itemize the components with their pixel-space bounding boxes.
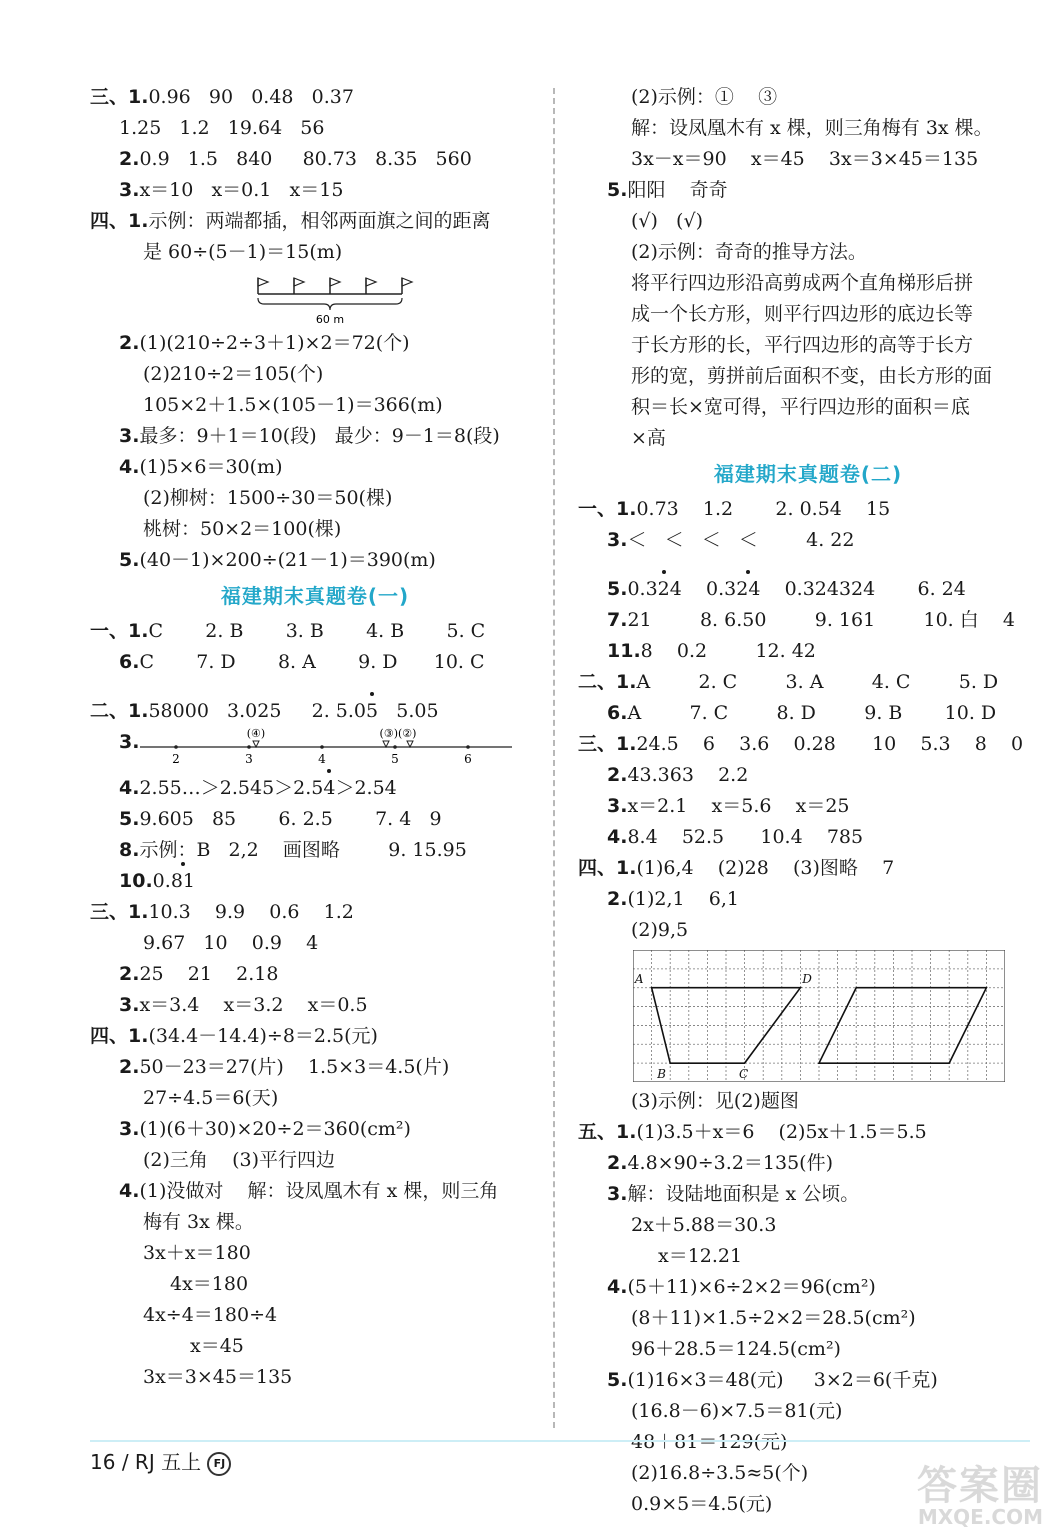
answer-line: [90, 990, 540, 1021]
repeating-digits: 81: [171, 866, 195, 897]
answer-text: 10.3 9.9 0.6 1.2: [148, 901, 354, 923]
answer-line: [578, 144, 1038, 175]
watermark-logo: 答案圈: [917, 1463, 1043, 1509]
question-number: 7.: [607, 609, 628, 631]
answer-text: 将平行四边形沿高剪成两个直角梯形后拼: [631, 272, 974, 294]
answer-text: 示例：B 2,2 画图略 9. 15.95: [139, 839, 467, 861]
question-number: 3.: [119, 1118, 140, 1140]
answer-line: [578, 525, 1038, 556]
answer-text: A 2. C 3. A 4. C 5. D: [636, 671, 999, 693]
answer-line: [578, 206, 1038, 237]
answer-line: [578, 392, 1038, 423]
answer-text: (2)三角 (3)平行四边: [143, 1149, 335, 1171]
answer-text: (40－1)×200÷(21－1)＝390(m): [139, 549, 436, 571]
answer-line: [90, 959, 540, 990]
question-number: 6.: [607, 702, 628, 724]
answer-line: [578, 361, 1038, 392]
answer-line: [578, 1148, 1038, 1179]
answer-text-tail: 4 0.3: [669, 578, 737, 600]
flag-diagram: [90, 268, 540, 328]
answer-text: (2)柳树：1500÷30＝50(棵): [143, 487, 393, 509]
answer-line: [578, 299, 1038, 330]
tick-mark: [466, 745, 470, 749]
answer-text: (8＋11)×1.5÷2×2＝28.5(cm²): [631, 1307, 916, 1329]
answer-text: 示例：两端都插，相邻两面旗之间的距离: [148, 210, 491, 232]
answer-line: [578, 822, 1038, 853]
answer-line: [90, 866, 540, 897]
answer-line: [578, 175, 1038, 206]
answer-text: A 7. C 8. D 9. B 10. D: [627, 702, 997, 724]
answer-line: [90, 897, 540, 928]
section-label: 四、: [90, 210, 129, 232]
answer-text-tail: ＞2.54: [335, 777, 397, 799]
question-number: 1.: [128, 210, 149, 232]
question-number: 3.: [607, 1183, 628, 1205]
distance-brace: [258, 298, 402, 310]
answer-text: (1)16×3＝48(元) 3×2＝6(千克): [627, 1369, 938, 1391]
answer-line: [578, 1210, 1038, 1241]
answer-line: [578, 1117, 1038, 1148]
repeating-digits: 5: [366, 696, 378, 727]
answer-text: (1)3.5＋x＝6 (2)5x＋1.5＝5.5: [636, 1121, 927, 1143]
question-number: 6.: [119, 651, 140, 673]
answer-text: 0.73 1.2 2. 0.54 15: [636, 498, 891, 520]
answer-line: [90, 237, 540, 268]
answer-text: 105×2＋1.5×(105－1)＝366(m): [143, 394, 443, 416]
point-label: (③)(②): [379, 727, 417, 740]
answer-text: 0.9 1.5 840 80.73 8.35 560: [139, 148, 472, 170]
left-column: [90, 82, 540, 1393]
answer-line: [578, 268, 1038, 299]
answer-line: [90, 175, 540, 206]
answer-text: 解：设陆地面积是 x 公顷。: [627, 1183, 860, 1205]
section-label: 二、: [90, 700, 129, 722]
section-title: 福建期末真题卷(一): [220, 584, 410, 608]
question-number: 2.: [607, 888, 628, 910]
point-marker: [407, 741, 413, 747]
answer-text: 积＝长×宽可得，平行四边形的面积＝底: [631, 396, 970, 418]
answer-text: C 7. D 8. A 9. D 10. C: [139, 651, 485, 673]
flag-icon: [366, 278, 376, 294]
flag-icon: [294, 278, 304, 294]
answer-text: 于长方形的长，平行四边形的高等于长方: [631, 334, 974, 356]
question-number: 1.: [128, 901, 149, 923]
question-number: 3.: [607, 529, 628, 551]
answer-text: (1)5×6＝30(m): [139, 456, 283, 478]
section-label: 四、: [90, 1025, 129, 1047]
spacer: [90, 678, 540, 696]
answer-text-tail: 0.324324 6. 24: [760, 578, 966, 600]
answer-text: ×高: [631, 427, 666, 449]
answer-text: 成一个长方形，则平行四边形的底边长等: [631, 303, 974, 325]
answer-line: [90, 545, 540, 576]
question-number: 5.: [607, 179, 628, 201]
answer-text: 0.96 90 0.48 0.37: [148, 86, 354, 108]
answer-text: 解：设凤凰木有 x 棵，则三角梅有 3x 棵。: [631, 117, 993, 139]
answer-text: 3x＝3×45＝135: [143, 1366, 293, 1388]
answer-line: [578, 1303, 1038, 1334]
vertex-label: B: [657, 1067, 667, 1082]
tick-label: 6: [464, 752, 472, 766]
question-number: 3.: [119, 731, 140, 753]
answer-line: [90, 647, 540, 678]
vertex-label: A: [634, 972, 644, 986]
answer-line: [90, 696, 540, 727]
question-number: 1.: [616, 733, 637, 755]
answer-text: 3x－x＝90 x＝45 3x＝3×45＝135: [631, 148, 979, 170]
answer-line: [578, 1365, 1038, 1396]
question-number: 3.: [119, 994, 140, 1016]
tick-label: 5: [391, 752, 399, 766]
answer-text: 4.8×90÷3.2＝135(件): [627, 1152, 833, 1174]
flag-icon: [258, 278, 268, 294]
question-number: 1.: [616, 857, 637, 879]
answer-text: 27÷4.5＝6(天): [143, 1087, 279, 1109]
answer-line: [578, 1396, 1038, 1427]
answer-text: 50－23＝27(片) 1.5×3＝4.5(片): [139, 1056, 450, 1078]
answer-text: 9.605 85 6. 2.5 7. 4 9: [139, 808, 442, 830]
answer-text: 43.363 2.2: [627, 764, 749, 786]
question-number: 2.: [607, 1152, 628, 1174]
answer-line: [578, 884, 1038, 915]
question-number: 10.: [119, 870, 153, 892]
answer-line: [90, 616, 540, 647]
question-number: 1.: [128, 86, 149, 108]
answer-line: [578, 1334, 1038, 1365]
answer-line: [578, 330, 1038, 361]
question-number: 1.: [616, 498, 637, 520]
tick-mark: [320, 745, 324, 749]
answer-line: [90, 113, 540, 144]
tick-label: 2: [172, 752, 180, 766]
answer-text: 0.9×5＝4.5(元): [631, 1493, 773, 1515]
question-number: 1.: [128, 700, 149, 722]
answer-text: 0.3: [627, 578, 658, 600]
answer-text: (34.4－14.4)÷8＝2.5(元): [148, 1025, 378, 1047]
repeating-digits: 4: [323, 773, 335, 804]
answer-text: 阳阳 奇奇: [627, 179, 728, 201]
answer-line: [578, 423, 1038, 454]
answer-text: (1)没做对 解：设凤凰木有 x 棵，则三角: [139, 1180, 499, 1202]
answer-text: (1)6,4 (2)28 (3)图略 7: [636, 857, 895, 879]
section-label: 一、: [578, 498, 617, 520]
watermark-url: MXQE.COM: [917, 1505, 1043, 1529]
answer-line: [90, 144, 540, 175]
question-number: 2.: [119, 148, 140, 170]
number-line-figure: [90, 727, 540, 773]
answer-line: [90, 483, 540, 514]
answer-line: [578, 605, 1038, 636]
answer-text: 24.5 6 3.6 0.28 10 5.3 8 0: [636, 733, 1024, 755]
answer-text: 形的宽，剪拼前后面积不变，由长方形的面: [631, 365, 993, 387]
answer-line: [90, 835, 540, 866]
grid-figure: [633, 950, 1005, 1082]
question-number: 4.: [119, 456, 140, 478]
question-number: 5.: [607, 578, 628, 600]
question-number: 2.: [607, 764, 628, 786]
answer-text: x＝45: [190, 1335, 244, 1357]
answer-text: 梅有 3x 棵。: [143, 1211, 254, 1233]
answer-text: ＜ ＜ ＜ ＜ 4. 22: [627, 529, 855, 551]
section-label: 五、: [578, 1121, 617, 1143]
answer-line: [578, 729, 1038, 760]
answer-text: 2.55…＞2.545＞2.5: [139, 777, 324, 799]
tick-mark: [393, 745, 397, 749]
answer-text: (2)9,5: [631, 919, 689, 941]
answer-text: x＝3.4 x＝3.2 x＝0.5: [139, 994, 368, 1016]
repeating-digits: 2: [658, 574, 670, 605]
question-number: 3.: [119, 179, 140, 201]
page-number: 16: [90, 1450, 116, 1474]
question-number: 2.: [119, 332, 140, 354]
answer-text: (1)2,1 6,1: [627, 888, 739, 910]
answer-line: [90, 1114, 540, 1145]
answer-line: [578, 1086, 1038, 1117]
answer-text: (1)(6＋30)×20÷2＝360(cm²): [139, 1118, 411, 1140]
section-label: 一、: [90, 620, 129, 642]
answer-line: [578, 698, 1038, 729]
point-marker: [253, 741, 259, 747]
answer-line: [90, 1269, 540, 1300]
question-number: 1.: [128, 620, 149, 642]
question-number: 3.: [607, 795, 628, 817]
question-number: 4.: [119, 777, 140, 799]
answer-text: 96＋28.5＝124.5(cm²): [631, 1338, 841, 1360]
question-number: 5.: [119, 549, 140, 571]
answer-line: [90, 1331, 540, 1362]
tick-mark: [247, 745, 251, 749]
point-marker: [383, 741, 389, 747]
answer-line: [90, 514, 540, 545]
grid-svg: [633, 950, 1005, 1082]
question-number: 5.: [607, 1369, 628, 1391]
footer-separator: /: [121, 1450, 129, 1474]
answer-line: [90, 1145, 540, 1176]
answer-line: [578, 636, 1038, 667]
section-label: 四、: [578, 857, 617, 879]
section-label: 三、: [578, 733, 617, 755]
answer-line: [90, 1021, 540, 1052]
answer-line: [578, 113, 1038, 144]
flag-diagram-svg: [90, 268, 540, 328]
answer-line: [578, 1241, 1038, 1272]
answer-text: (2)210÷2＝105(个): [143, 363, 324, 385]
answer-line: [90, 390, 540, 421]
question-number: 3.: [119, 425, 140, 447]
question-number: 4.: [119, 1180, 140, 1202]
flag-icon: [402, 278, 412, 294]
answer-line: [90, 328, 540, 359]
answer-line: [90, 1207, 540, 1238]
answer-line: [90, 206, 540, 237]
answer-text: (2)示例：① ③: [631, 86, 778, 108]
answer-line: [578, 853, 1038, 884]
answer-line: [90, 1176, 540, 1207]
answer-text: 8.4 52.5 10.4 785: [627, 826, 864, 848]
answer-text: (5＋11)×6÷2×2＝96(cm²): [627, 1276, 876, 1298]
answer-text-tail: 5.05: [378, 700, 439, 722]
answer-line: [578, 791, 1038, 822]
right-column: [578, 82, 1038, 1520]
answer-line: [578, 760, 1038, 791]
answer-line: [578, 82, 1038, 113]
answer-text: 58000 3.025 2. 5.0: [148, 700, 367, 722]
column-divider: [553, 88, 555, 1428]
answer-line: [90, 359, 540, 390]
answer-text: (1)(210÷2÷3＋1)×2＝72(个): [139, 332, 410, 354]
answer-text: 桃树：50×2＝100(棵): [143, 518, 342, 540]
answer-text: 1.25 1.2 19.64 56: [119, 117, 325, 139]
answer-text: (16.8－6)×7.5＝81(元): [631, 1400, 843, 1422]
tick-label: 4: [318, 752, 326, 766]
answer-text: 是 60÷(5－1)＝15(m): [143, 241, 343, 263]
footer-rule: [90, 1440, 1030, 1442]
answer-line: [578, 574, 1038, 605]
repeating-digits: 24: [736, 574, 760, 605]
answer-line: [90, 1052, 540, 1083]
answer-line: [578, 1179, 1038, 1210]
answer-text: 25 21 2.18: [139, 963, 279, 985]
answer-text: 21 8. 6.50 9. 161 10. 白 4: [627, 609, 1015, 631]
answer-text: x＝12.21: [658, 1245, 743, 1267]
answer-text: 8 0.2 12. 42: [640, 640, 816, 662]
point-label: (④): [246, 727, 266, 740]
distance-label: 60 m: [315, 313, 345, 326]
section-label: 三、: [90, 86, 129, 108]
answer-line: [578, 494, 1038, 525]
tick-label: 3: [245, 752, 253, 766]
answer-text: 4x÷4＝180÷4: [143, 1304, 278, 1326]
answer-text: 0.: [152, 870, 171, 892]
flag-icon: [330, 278, 340, 294]
number-line-svg: [140, 727, 540, 773]
page-footer: [90, 1446, 231, 1476]
answer-line: [578, 237, 1038, 268]
answer-text: x＝10 x＝0.1 x＝15: [139, 179, 344, 201]
answer-line: [578, 1272, 1038, 1303]
question-number: 1.: [616, 1121, 637, 1143]
question-number: 2.: [119, 1056, 140, 1078]
answer-line: [90, 1362, 540, 1393]
answer-text: (3)示例：见(2)题图: [631, 1090, 799, 1112]
question-number: 5.: [119, 808, 140, 830]
answer-text: 4x＝180: [170, 1273, 249, 1295]
section-label: 三、: [90, 901, 129, 923]
answer-text: (2)16.8÷3.5≈5(个): [631, 1462, 809, 1484]
answer-text: 48＋81＝129(元): [631, 1431, 788, 1453]
answer-text: C 2. B 3. B 4. B 5. C: [148, 620, 486, 642]
answer-text: 2x＋5.88＝30.3: [631, 1214, 777, 1236]
answer-text: (2)示例：奇奇的推导方法。: [631, 241, 867, 263]
answer-line: [578, 667, 1038, 698]
question-number: 2.: [119, 963, 140, 985]
answer-line: [90, 1238, 540, 1269]
answer-line: [90, 804, 540, 835]
answer-text: 3x＋x＝180: [143, 1242, 251, 1264]
answer-text: 最多：9＋1＝10(段) 最少：9－1＝8(段): [139, 425, 500, 447]
answer-line: [90, 773, 540, 804]
vertex-label: D: [802, 972, 812, 986]
section-title: 福建期末真题卷(二): [713, 462, 903, 486]
question-number: 4.: [607, 826, 628, 848]
watermark: [917, 1454, 1043, 1529]
tick-mark: [174, 745, 178, 749]
fj-badge-icon: FJ: [207, 1452, 231, 1476]
question-number: 8.: [119, 839, 140, 861]
answer-line: [90, 928, 540, 959]
question-number: 4.: [607, 1276, 628, 1298]
question-number: 1.: [616, 671, 637, 693]
answer-text: (√) (√): [631, 210, 703, 232]
vertex-label: C: [739, 1067, 749, 1082]
answer-text: x＝2.1 x＝5.6 x＝25: [627, 795, 850, 817]
answer-line: [90, 421, 540, 452]
answer-line: [90, 1083, 540, 1114]
spacer: [578, 556, 1038, 574]
question-number: 1.: [128, 1025, 149, 1047]
question-number: 11.: [607, 640, 641, 662]
answer-text: 9.67 10 0.9 4: [143, 932, 319, 954]
edition-label: RJ 五上: [134, 1450, 202, 1474]
section-label: 二、: [578, 671, 617, 693]
answer-line: [90, 1300, 540, 1331]
answer-line: [90, 82, 540, 113]
answer-line: [90, 452, 540, 483]
answer-line: [578, 915, 1038, 946]
